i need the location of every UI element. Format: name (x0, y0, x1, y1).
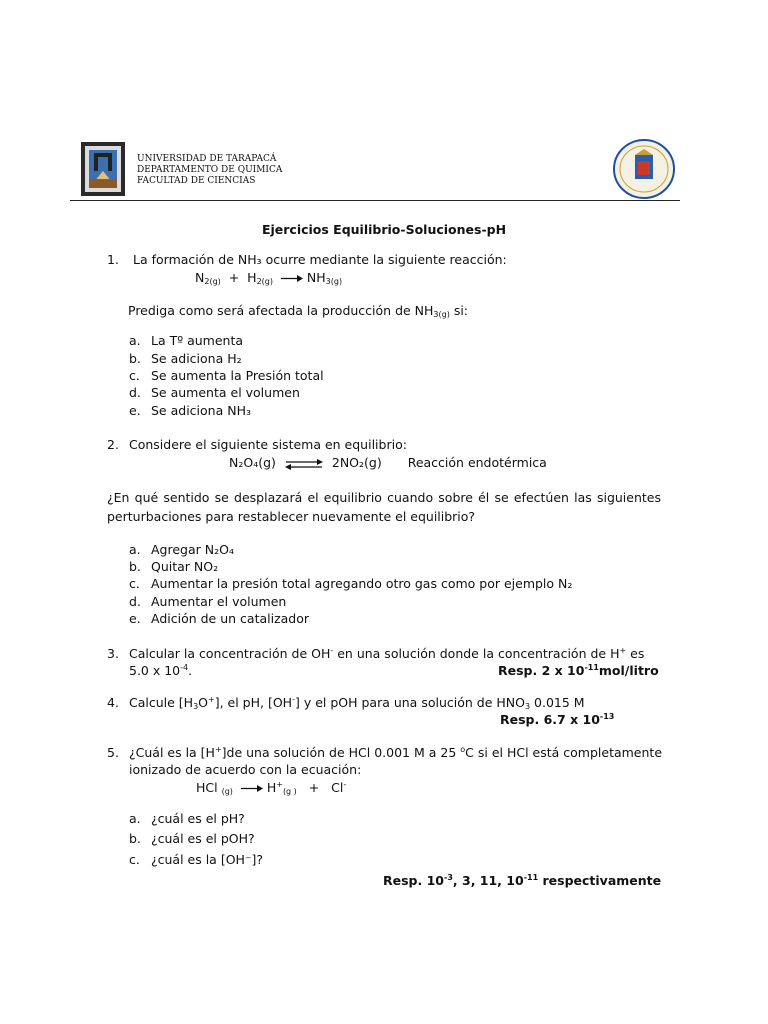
university-name: UNIVERSIDAD DE TARAPACÁ (137, 154, 277, 164)
q2-text: Considere el siguiente sistema en equilibrio: (129, 437, 407, 452)
reaction-arrow-icon (281, 274, 303, 283)
list-item: a. Agregar N₂O₄ (129, 542, 234, 557)
q5-text: ¿Cuál es la [H+]de una solución de HCl 0.001 M a 25 $^o$C si el HCl está completamente (129, 745, 663, 760)
q4-answer: Resp. 6.7 x $10^{-13}$ (500, 712, 615, 727)
q2-reaction: N₂O₄(g) 2NO₂(g) Reacción endotérmica (229, 455, 547, 470)
list-item: e. Se adiciona NH₃ (129, 403, 251, 418)
list-item: b. Se adiciona H₂ (129, 351, 242, 366)
department-seal (612, 138, 676, 200)
q5-number: 5. (107, 745, 119, 760)
reaction-arrow-icon (241, 784, 263, 793)
q2-question: ¿En qué sentido se desplazará el equilibrio cuando sobre él se efectúen las siguientes perturbaciones para restablecer nuevamente el equilibrio? (107, 490, 661, 524)
q1-reaction: $N_{2(g)} + H_{2(g)}$ $NH_{3(g)}$ (195, 270, 343, 286)
list-item: d. Aumentar el volumen (129, 594, 287, 609)
list-item: c. Se aumenta la Presión total (129, 368, 324, 383)
q5-answer: Resp. $10^{-3}$, 3, 11, $10^{-11}$ respectivamente (383, 873, 662, 888)
header-text (137, 154, 282, 187)
page-title: Ejercicios Equilibrio-Soluciones-pH (261, 222, 507, 237)
q1-number: 1. (107, 252, 119, 267)
university-logo (80, 141, 126, 197)
q5-reaction: HCl $_{(g)}$ $H^+_{(g )} + Cl^-$ (196, 780, 347, 796)
department-name: DEPARTAMENTO DE QUIMICA (137, 165, 283, 175)
q4-text: Calcule $[H_3O^+]$, el pH, [OH-] y el pOH para una solución de $HNO_3$ 0.015 M (129, 695, 585, 711)
q3-number: 3. (107, 646, 119, 661)
list-item: b. ¿cuál es el pOH? (129, 831, 255, 846)
q3-answer: Resp. 2 x $10^{-11}mol$/litro (498, 663, 659, 678)
faculty-name: FACULTAD DE CIENCIAS (137, 176, 256, 186)
q4-number: 4. (107, 695, 119, 710)
list-item: b. Quitar NO₂ (129, 559, 219, 574)
list-item: d. Se aumenta el volumen (129, 385, 300, 400)
equilibrium-arrow-icon (284, 458, 324, 470)
header-divider (70, 200, 680, 201)
list-item: a. La Tº aumenta (129, 333, 244, 348)
list-item: e. Adición de un catalizador (129, 611, 310, 626)
list-item: c. ¿cuál es la [OH⁻]? (129, 852, 264, 867)
list-item: c. Aumentar la presión total agregando otro gas como por ejemplo N₂ (129, 576, 573, 591)
list-item: a. ¿cuál es el pH? (129, 811, 245, 826)
q3-text: Calcular la concentración de OH- en una solución donde la concentración de H+ es (129, 646, 645, 661)
q2-number: 2. (107, 437, 119, 452)
q3-value: 5.0 x $10^{-4}$. (129, 663, 193, 678)
q1-prompt: Prediga como será afectada la producción de $NH_{3(g)}$ si: (128, 303, 469, 319)
q5-text-2: ionizado de acuerdo con la ecuación: (129, 762, 362, 777)
q1-text: La formación de NH₃ ocurre mediante la siguiente reacción: (133, 252, 507, 267)
